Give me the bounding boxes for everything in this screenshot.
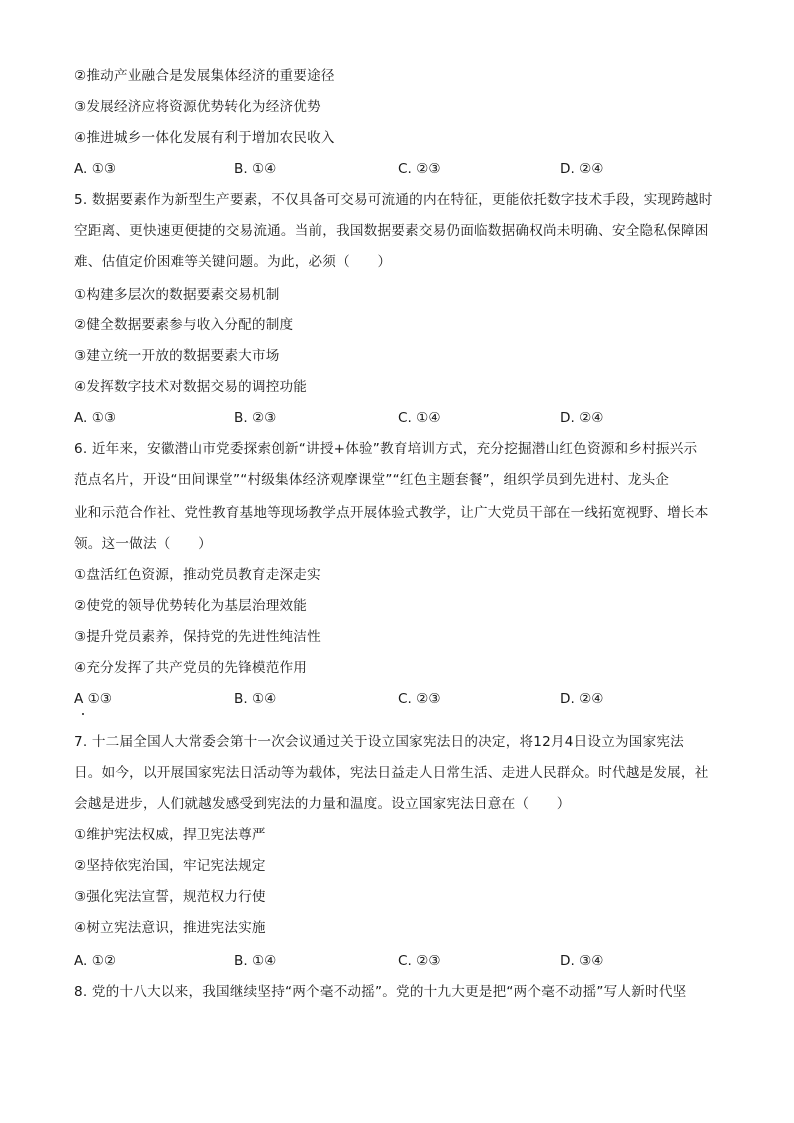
q6-option-b[interactable]: B. ①④ — [234, 691, 277, 707]
q7-option-a[interactable]: A. ①② — [74, 953, 117, 969]
q5-statement-1: ①构建多层次的数据要素交易机制 — [74, 287, 280, 303]
q7-stem-line-3: 会越是进步，人们就越发感受到宪法的力量和温度。设立国家宪法日意在（ ） — [74, 796, 571, 812]
q6-stem-line-2: 范点名片，开设“田间课堂”“村级集体经济观摩课堂”“红色主题套餐”，组织学员到先进村、龙头企 — [74, 472, 670, 488]
q5-option-d[interactable]: D. ②④ — [560, 410, 604, 426]
q4-statement-4: ④推进城乡一体化发展有利于增加农民收入 — [74, 130, 335, 146]
q5-option-a[interactable]: A. ①③ — [74, 410, 117, 426]
q6-option-c[interactable]: C. ②③ — [398, 691, 441, 707]
q5-statement-2: ②健全数据要素参与收入分配的制度 — [74, 317, 294, 333]
q7-options — [74, 952, 722, 970]
q5-stem-line-3: 难、估值定价困难等关键问题。为此，必须（ ） — [74, 254, 392, 270]
q6-option-a[interactable]: A ①③ — [74, 691, 112, 707]
q6-option-d[interactable]: D. ②④ — [560, 691, 604, 707]
q6-options — [74, 690, 722, 708]
q5-option-c[interactable]: C. ①④ — [398, 410, 441, 426]
q6-statement-3: ③提升党员素养，保持党的先进性纯洁性 — [74, 629, 321, 645]
q8-stem-line-1: 8. 党的十八大以来，我国继续坚持“两个毫不动摇”。党的十九大更是把“两个毫不动摇”写人新时代坚 — [74, 984, 687, 1000]
q4-option-b[interactable]: B. ①④ — [234, 161, 277, 177]
q4-statement-3: ③发展经济应将资源优势转化为经济优势 — [74, 99, 321, 115]
q7-statement-2: ②坚持依宪治国，牢记宪法规定 — [74, 858, 266, 874]
q7-statement-3: ③强化宪法宣誓，规范权力行使 — [74, 889, 266, 905]
q6-statement-2: ②使党的领导优势转化为基层治理效能 — [74, 598, 308, 614]
q7-statement-4: ④树立宪法意识，推进宪法实施 — [74, 920, 266, 936]
q6-stem-line-1: 6. 近年来，安徽潜山市党委探索创新“讲授+体验”教育培训方式，充分挖掘潜山红色资源和乡村振兴示 — [74, 441, 698, 457]
q5-statement-3: ③建立统一开放的数据要素大市场 — [74, 348, 280, 364]
q4-option-a[interactable]: A. ①③ — [74, 161, 117, 177]
q4-options — [74, 160, 722, 178]
q4-option-d[interactable]: D. ②④ — [560, 161, 604, 177]
q7-option-c[interactable]: C. ②③ — [398, 953, 441, 969]
q6-stem-line-4: 领。这一做法（ ） — [74, 536, 212, 552]
scan-speck — [82, 713, 84, 715]
q5-stem-line-2: 空距离、更快速更便捷的交易流通。当前，我国数据要素交易仍面临数据确权尚未明确、安全隐私保障困 — [74, 223, 709, 239]
q7-stem-line-2: 日。如今，以开展国家宪法日活动等为载体，宪法日益走人日常生活、走进人民群众。时代越是发展，社 — [74, 765, 709, 781]
q4-statement-2: ②推动产业融合是发展集体经济的重要途径 — [74, 68, 335, 84]
q4-option-c[interactable]: C. ②③ — [398, 161, 441, 177]
q6-statement-4: ④充分发挥了共产党员的先锋模范作用 — [74, 660, 308, 676]
q7-stem-line-1: 7. 十二届全国人大常委会第十一次会议通过关于设立国家宪法日的决定，将12月4日设立为国家宪法 — [74, 734, 684, 750]
q5-stem-line-1: 5. 数据要素作为新型生产要素，不仅具备可交易可流通的内在特征，更能依托数字技术手段，实现跨越时 — [74, 192, 713, 208]
q7-option-d[interactable]: D. ③④ — [560, 953, 604, 969]
q5-option-b[interactable]: B. ②③ — [234, 410, 277, 426]
q7-option-b[interactable]: B. ①④ — [234, 953, 277, 969]
q6-stem-line-3: 业和示范合作社、党性教育基地等现场教学点开展体验式教学，让广大党员干部在一线拓宽视野、增长本 — [74, 505, 709, 521]
q5-statement-4: ④发挥数字技术对数据交易的调控功能 — [74, 379, 308, 395]
q7-statement-1: ①维护宪法权威，捍卫宪法尊严 — [74, 827, 266, 843]
q6-statement-1: ①盘活红色资源，推动党员教育走深走实 — [74, 567, 321, 583]
q5-options — [74, 409, 722, 427]
